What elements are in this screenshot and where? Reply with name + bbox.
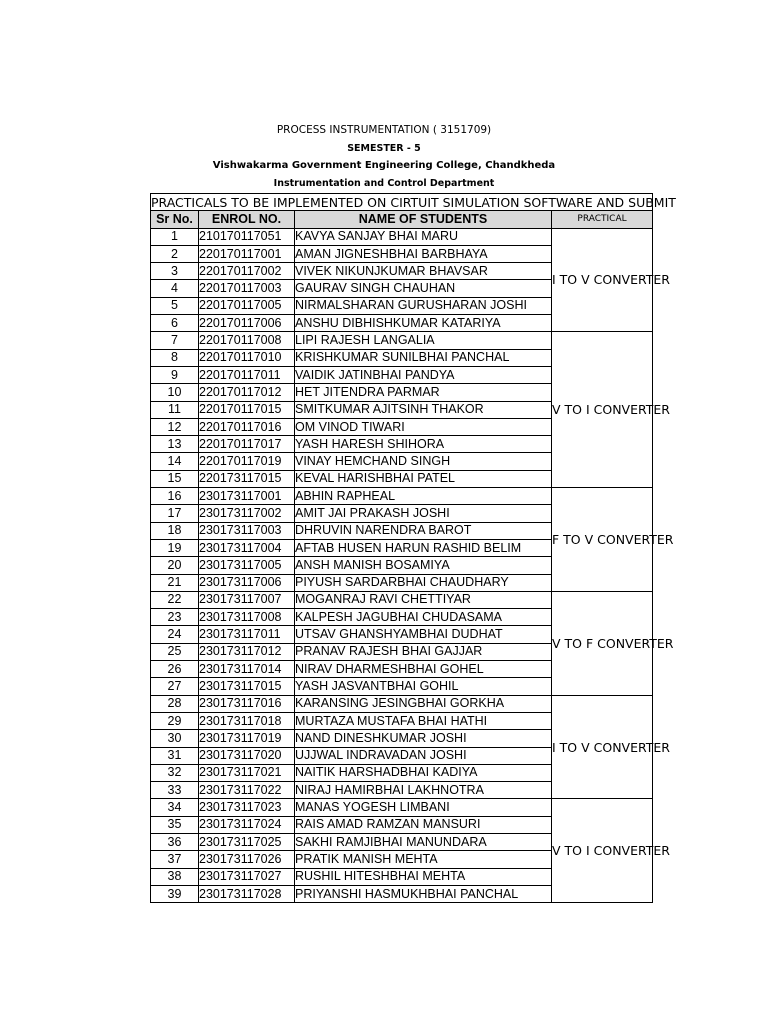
sr-cell: 33 <box>151 782 199 799</box>
student-name-cell: NIRAV DHARMESHBHAI GOHEL <box>295 661 552 678</box>
enrol-cell: 230173117001 <box>199 488 295 505</box>
column-header-sr: Sr No. <box>151 211 199 228</box>
sr-cell: 10 <box>151 384 199 401</box>
semester-label: SEMESTER - 5 <box>347 143 421 154</box>
sr-cell: 21 <box>151 574 199 591</box>
sr-cell: 20 <box>151 557 199 574</box>
student-name-cell: OM VINOD TIWARI <box>295 418 552 435</box>
student-name-cell: ANSH MANISH BOSAMIYA <box>295 557 552 574</box>
sr-cell: 15 <box>151 470 199 487</box>
enrol-cell: 230173117019 <box>199 730 295 747</box>
practical-cell: F TO V CONVERTER <box>552 488 653 592</box>
sr-cell: 3 <box>151 263 199 280</box>
student-name-cell: KALPESH JAGUBHAI CHUDASAMA <box>295 609 552 626</box>
sr-cell: 14 <box>151 453 199 470</box>
enrol-cell: 220170117017 <box>199 436 295 453</box>
table-caption-row <box>151 194 653 211</box>
sr-cell: 25 <box>151 643 199 660</box>
student-name-cell: AFTAB HUSEN HARUN RASHID BELIM <box>295 539 552 556</box>
college-name: Vishwakarma Government Engineering College, Chandkheda <box>212 160 556 171</box>
sr-cell: 35 <box>151 816 199 833</box>
practical-cell: V TO F CONVERTER <box>552 591 653 695</box>
table-caption: PRACTICALS TO BE IMPLEMENTED ON CIRTUIT SIMULATION SOFTWARE AND SUBMIT <box>151 194 676 210</box>
sr-cell: 9 <box>151 366 199 383</box>
student-name-cell: HET JITENDRA PARMAR <box>295 384 552 401</box>
enrol-cell: 230173117008 <box>199 609 295 626</box>
student-name-cell: MANAS YOGESH LIMBANI <box>295 799 552 816</box>
student-name-cell: GAURAV SINGH CHAUHAN <box>295 280 552 297</box>
sr-cell: 1 <box>151 228 199 245</box>
practical-cell: I TO V CONVERTER <box>552 228 653 332</box>
enrol-cell: 220170117012 <box>199 384 295 401</box>
enrol-cell: 230173117020 <box>199 747 295 764</box>
student-name-cell: UTSAV GHANSHYAMBHAI DUDHAT <box>295 626 552 643</box>
column-header-practical: PRACTICAL <box>552 211 653 228</box>
enrol-cell: 220170117002 <box>199 263 295 280</box>
enrol-cell: 230173117028 <box>199 885 295 902</box>
enrol-cell: 230173117018 <box>199 712 295 729</box>
enrol-cell: 230173117027 <box>199 868 295 885</box>
table-row <box>151 799 653 816</box>
student-name-cell: NAND DINESHKUMAR JOSHI <box>295 730 552 747</box>
department-name: Instrumentation and Control Department <box>273 178 495 189</box>
course-title: PROCESS INSTRUMENTATION ( 3151709) <box>276 124 492 136</box>
student-name-cell: RAIS AMAD RAMZAN MANSURI <box>295 816 552 833</box>
student-name-cell: NIRAJ HAMIRBHAI LAKHNOTRA <box>295 782 552 799</box>
sr-cell: 36 <box>151 833 199 850</box>
table-row <box>151 695 653 712</box>
sr-cell: 2 <box>151 245 199 262</box>
student-name-cell: VAIDIK JATINBHAI PANDYA <box>295 366 552 383</box>
enrol-cell: 230173117026 <box>199 851 295 868</box>
student-name-cell: ANSHU DIBHISHKUMAR KATARIYA <box>295 315 552 332</box>
student-name-cell: VIVEK NIKUNJKUMAR BHAVSAR <box>295 263 552 280</box>
student-name-cell: PRANAV RAJESH BHAI GAJJAR <box>295 643 552 660</box>
enrol-cell: 230173117002 <box>199 505 295 522</box>
sr-cell: 18 <box>151 522 199 539</box>
column-header-enrol: ENROL NO. <box>199 211 295 228</box>
practical-cell: I TO V CONVERTER <box>552 695 653 799</box>
enrol-cell: 230173117015 <box>199 678 295 695</box>
student-name-cell: PIYUSH SARDARBHAI CHAUDHARY <box>295 574 552 591</box>
enrol-cell: 230173117025 <box>199 833 295 850</box>
enrol-cell: 220170117005 <box>199 297 295 314</box>
sr-cell: 34 <box>151 799 199 816</box>
sr-cell: 6 <box>151 315 199 332</box>
student-practical-table <box>150 193 676 903</box>
enrol-cell: 230173117007 <box>199 591 295 608</box>
sr-cell: 32 <box>151 764 199 781</box>
student-name-cell: YASH HARESH SHIHORA <box>295 436 552 453</box>
sr-cell: 16 <box>151 488 199 505</box>
enrol-cell: 230173117012 <box>199 643 295 660</box>
sr-cell: 8 <box>151 349 199 366</box>
student-name-cell: AMIT JAI PRAKASH JOSHI <box>295 505 552 522</box>
enrol-cell: 230173117023 <box>199 799 295 816</box>
sr-cell: 27 <box>151 678 199 695</box>
enrol-cell: 220170117016 <box>199 418 295 435</box>
student-name-cell: KEVAL HARISHBHAI PATEL <box>295 470 552 487</box>
table-row <box>151 332 653 349</box>
sr-cell: 30 <box>151 730 199 747</box>
column-header-name: NAME OF STUDENTS <box>295 211 552 228</box>
table-row <box>151 488 653 505</box>
student-name-cell: NIRMALSHARAN GURUSHARAN JOSHI <box>295 297 552 314</box>
student-name-cell: MURTAZA MUSTAFA BHAI HATHI <box>295 712 552 729</box>
student-name-cell: VINAY HEMCHAND SINGH <box>295 453 552 470</box>
enrol-cell: 230173117014 <box>199 661 295 678</box>
enrol-cell: 230173117006 <box>199 574 295 591</box>
table-body <box>151 228 674 903</box>
enrol-cell: 220170117011 <box>199 366 295 383</box>
sr-cell: 13 <box>151 436 199 453</box>
sr-cell: 7 <box>151 332 199 349</box>
student-name-cell: DHRUVIN NARENDRA BAROT <box>295 522 552 539</box>
enrol-cell: 220170117003 <box>199 280 295 297</box>
student-name-cell: SAKHI RAMJIBHAI MANUNDARA <box>295 833 552 850</box>
student-name-cell: MOGANRAJ RAVI CHETTIYAR <box>295 591 552 608</box>
sr-cell: 24 <box>151 626 199 643</box>
enrol-cell: 220170117015 <box>199 401 295 418</box>
enrol-cell: 230173117005 <box>199 557 295 574</box>
enrol-cell: 230173117022 <box>199 782 295 799</box>
sr-cell: 37 <box>151 851 199 868</box>
enrol-cell: 230173117003 <box>199 522 295 539</box>
enrol-cell: 220170117010 <box>199 349 295 366</box>
enrol-cell: 210170117051 <box>199 228 295 245</box>
sr-cell: 26 <box>151 661 199 678</box>
practical-cell: V TO I CONVERTER <box>552 799 653 903</box>
student-name-cell: LIPI RAJESH LANGALIA <box>295 332 552 349</box>
sr-cell: 4 <box>151 280 199 297</box>
student-name-cell: KARANSING JESINGBHAI GORKHA <box>295 695 552 712</box>
student-name-cell: PRIYANSHI HASMUKHBHAI PANCHAL <box>295 885 552 902</box>
sr-cell: 12 <box>151 418 199 435</box>
sr-cell: 11 <box>151 401 199 418</box>
enrol-cell: 230173117021 <box>199 764 295 781</box>
practical-cell: V TO I CONVERTER <box>552 332 653 488</box>
enrol-cell: 220170117001 <box>199 245 295 262</box>
enrol-cell: 220170117008 <box>199 332 295 349</box>
sr-cell: 5 <box>151 297 199 314</box>
sr-cell: 29 <box>151 712 199 729</box>
enrol-cell: 230173117016 <box>199 695 295 712</box>
sr-cell: 22 <box>151 591 199 608</box>
table-header-row <box>151 211 653 228</box>
enrol-cell: 230173117011 <box>199 626 295 643</box>
student-name-cell: UJJWAL INDRAVADAN JOSHI <box>295 747 552 764</box>
sr-cell: 38 <box>151 868 199 885</box>
sr-cell: 23 <box>151 609 199 626</box>
sr-cell: 19 <box>151 539 199 556</box>
student-name-cell: YASH JASVANTBHAI GOHIL <box>295 678 552 695</box>
sr-cell: 31 <box>151 747 199 764</box>
enrol-cell: 230173117024 <box>199 816 295 833</box>
student-name-cell: ABHIN RAPHEAL <box>295 488 552 505</box>
sr-cell: 39 <box>151 885 199 902</box>
table-row <box>151 591 653 608</box>
student-name-cell: PRATIK MANISH MEHTA <box>295 851 552 868</box>
student-name-cell: KRISHKUMAR SUNILBHAI PANCHAL <box>295 349 552 366</box>
student-name-cell: NAITIK HARSHADBHAI KADIYA <box>295 764 552 781</box>
enrol-cell: 230173117004 <box>199 539 295 556</box>
sr-cell: 28 <box>151 695 199 712</box>
student-name-cell: SMITKUMAR AJITSINH THAKOR <box>295 401 552 418</box>
student-name-cell: AMAN JIGNESHBHAI BARBHAYA <box>295 245 552 262</box>
enrol-cell: 220170117019 <box>199 453 295 470</box>
enrol-cell: 220173117015 <box>199 470 295 487</box>
sr-cell: 17 <box>151 505 199 522</box>
student-name-cell: KAVYA SANJAY BHAI MARU <box>295 228 552 245</box>
enrol-cell: 220170117006 <box>199 315 295 332</box>
table-row <box>151 228 653 245</box>
student-name-cell: RUSHIL HITESHBHAI MEHTA <box>295 868 552 885</box>
